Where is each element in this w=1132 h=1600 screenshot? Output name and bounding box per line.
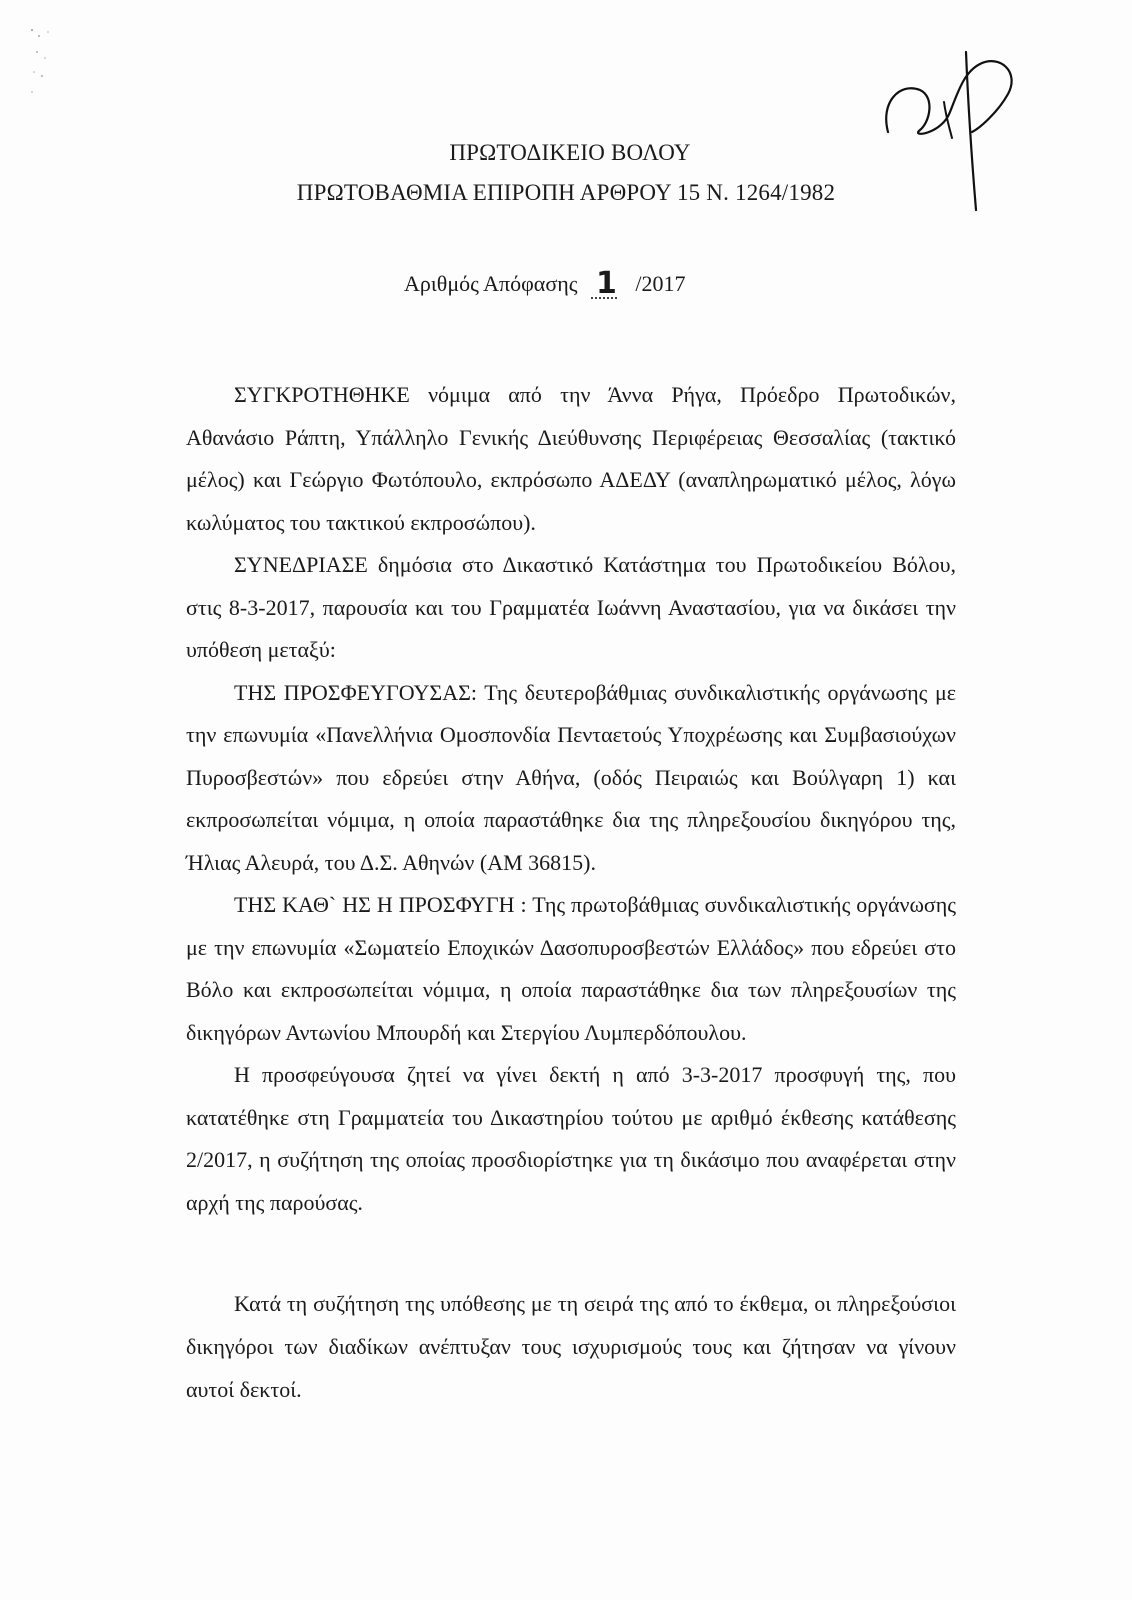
committee-name: ΠΡΩΤΟΒΑΘΜΙΑ ΕΠΙΡΟΠΗ ΑΡΘΡΟΥ 15 Ν. 1264/1982 (296, 180, 836, 205)
paragraph-respondent: ΤΗΣ ΚΑΘ` ΗΣ Η ΠΡΟΣΦΥΓΗ : Της πρωτοβάθμιας συνδικαλιστικής οργάνωσης με την επωνυμία «Σωματείο Εποχικών Δασοπυροσβεστών Ελλάδος» που εδρεύει στο Βόλο και εκπροσωπείται νόμιμα, η οποία παραστάθηκε δια των πληρεξουσίων της δικηγόρων Αντωνίου Μπουρδή και Στεργίου Λυμπερδόπουλου. (186, 892, 956, 1045)
decision-label: Αριθμός Απόφασης (404, 271, 578, 296)
decision-number-handwritten: 1 (577, 266, 635, 301)
paragraph-composition: ΣΥΓΚΡΟΤΗΘΗΚΕ νόμιμα από την Άννα Ρήγα, Πρόεδρο Πρωτοδικών, Αθανάσιο Ράπτη, Υπάλληλο Γενικής Διεύθυνσης Περιφέρειας Θεσσαλίας (τακτικό μέλος) και Γεώργιο Φωτόπουλο, εκπρόσωπο ΑΔΕΔΥ (αναπληρωματικό μέλος, λόγω κωλύματος του τακτικού εκπροσώπου). (186, 382, 956, 535)
paragraph-session: ΣΥΝΕΔΡΙΑΣΕ δημόσια στο Δικαστικό Κατάστημα του Πρωτοδικείου Βόλου, στις 8-3-2017, παρουσία και του Γραμματέα Ιωάννη Αναστασίου, για να δικάσει την υπόθεση μεταξύ: (186, 552, 956, 662)
document-body-continued (186, 1282, 956, 1411)
paragraph-applicant: ΤΗΣ ΠΡΟΣΦΕΥΓΟΥΣΑΣ: Της δευτεροβάθμιας συνδικαλιστικής οργάνωσης με την επωνυμία «Πανελλήνια Ομοσπονδία Πενταετούς Υποχρέωσης και Συμβασιούχων Πυροσβεστών» που εδρεύει στην Αθήνα, (οδός Πειραιώς και Βούλγαρη 1) και εκπροσωπείται νόμιμα, η οποία παραστάθηκε δια της πληρεξουσίου δικηγόρου της, Ήλιας Αλευρά, του Δ.Σ. Αθηνών (ΑΜ 36815). (186, 679, 956, 875)
decision-number-line (404, 264, 686, 299)
document-body (186, 374, 956, 1224)
scan-speck-marks (28, 24, 58, 104)
decision-year: /2017 (635, 271, 686, 296)
paragraph-hearing: Κατά τη συζήτηση της υπόθεσης με τη σειρά της από το έκθεμα, οι πληρεξούσιοι δικηγόροι των διαδίκων ανέπτυξαν τους ισχυρισμούς τους και ζήτησαν να γίνουν αυτοί δεκτοί. (186, 1291, 956, 1402)
paragraph-request: Η προσφεύγουσα ζητεί να γίνει δεκτή η από 3-3-2017 προσφυγή της, που κατατέθηκε στη Γραμματεία του Δικαστηρίου τούτου με αριθμό έκθεσης κατάθεσης 2/2017, η συζήτηση της οποίας προσδιορίστηκε για τη δικάσιμο που αναφέρεται στην αρχή της παρούσας. (186, 1062, 956, 1215)
court-name: ΠΡΩΤΟΔΙΚΕΙΟ ΒΟΛΟΥ (449, 140, 691, 165)
